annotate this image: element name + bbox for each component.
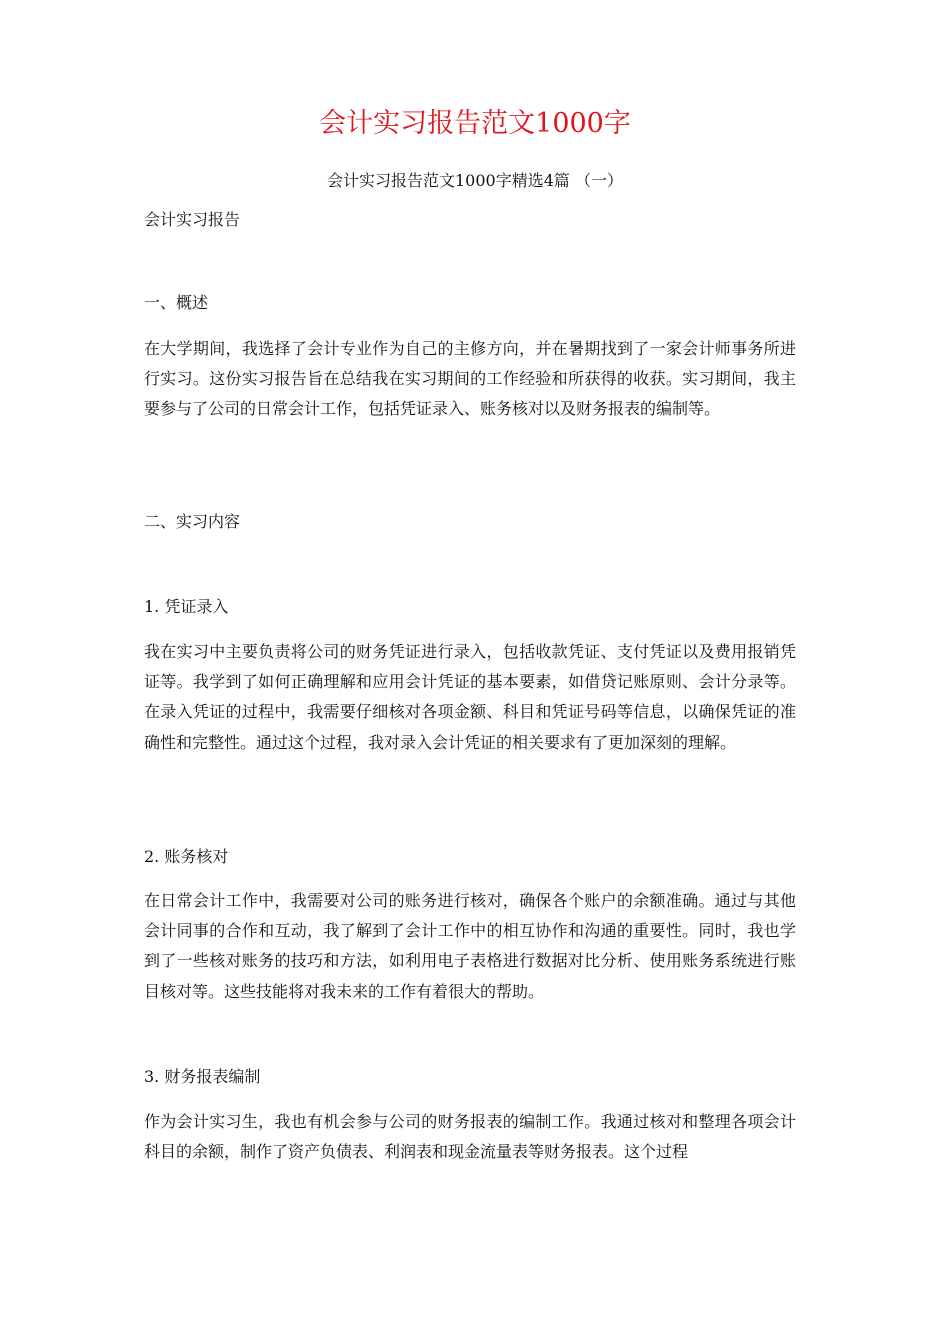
section-heading-financial-statements: 3. 财务报表编制 [144, 1067, 261, 1086]
report-label: 会计实习报告 [144, 210, 241, 229]
section-heading-overview: 一、概述 [144, 293, 209, 312]
section-heading-account-check: 2. 账务核对 [144, 847, 229, 866]
section-heading-voucher-entry: 1. 凭证录入 [144, 597, 229, 616]
section-paragraph-account-check: 在日常会计工作中，我需要对公司的账务进行核对，确保各个账户的余额准确。通过与其他会计同事的合作和互动，我了解到了会计工作中的相互协作和沟通的重要性。同时，我也学到了一些核对账务的技巧和方法，如利用电子表格进行数据对比分析、使用账务系统进行账目核对等。这些技能将对我未来的工作有着很大的帮助。 [144, 891, 796, 1001]
section-heading-internship-content: 二、实习内容 [144, 512, 241, 531]
document-title: 会计实习报告范文1000字 [319, 108, 631, 139]
section-paragraph-overview: 在大学期间，我选择了会计专业作为自己的主修方向，并在暑期找到了一家会计师事务所进行实习。这份实习报告旨在总结我在实习期间的工作经验和所获得的收获。实习期间，我主要参与了公司的日常会计工作，包括凭证录入、账务核对以及财务报表的编制等。 [144, 339, 796, 419]
document-subtitle: 会计实习报告范文1000字精选4篇 （一） [327, 171, 623, 190]
section-paragraph-financial-statements: 作为会计实习生，我也有机会参与公司的财务报表的编制工作。我通过核对和整理各项会计科目的余额，制作了资产负债表、利润表和现金流量表等财务报表。这个过程 [144, 1112, 796, 1162]
section-paragraph-voucher-entry: 我在实习中主要负责将公司的财务凭证进行录入，包括收款凭证、支付凭证以及费用报销凭证等。我学到了如何正确理解和应用会计凭证的基本要素，如借贷记账原则、会计分录等。在录入凭证的过程中，我需要仔细核对各项金额、科目和凭证号码等信息，以确保凭证的准确性和完整性。通过这个过程，我对录入会计凭证的相关要求有了更加深刻的理解。 [144, 642, 796, 752]
